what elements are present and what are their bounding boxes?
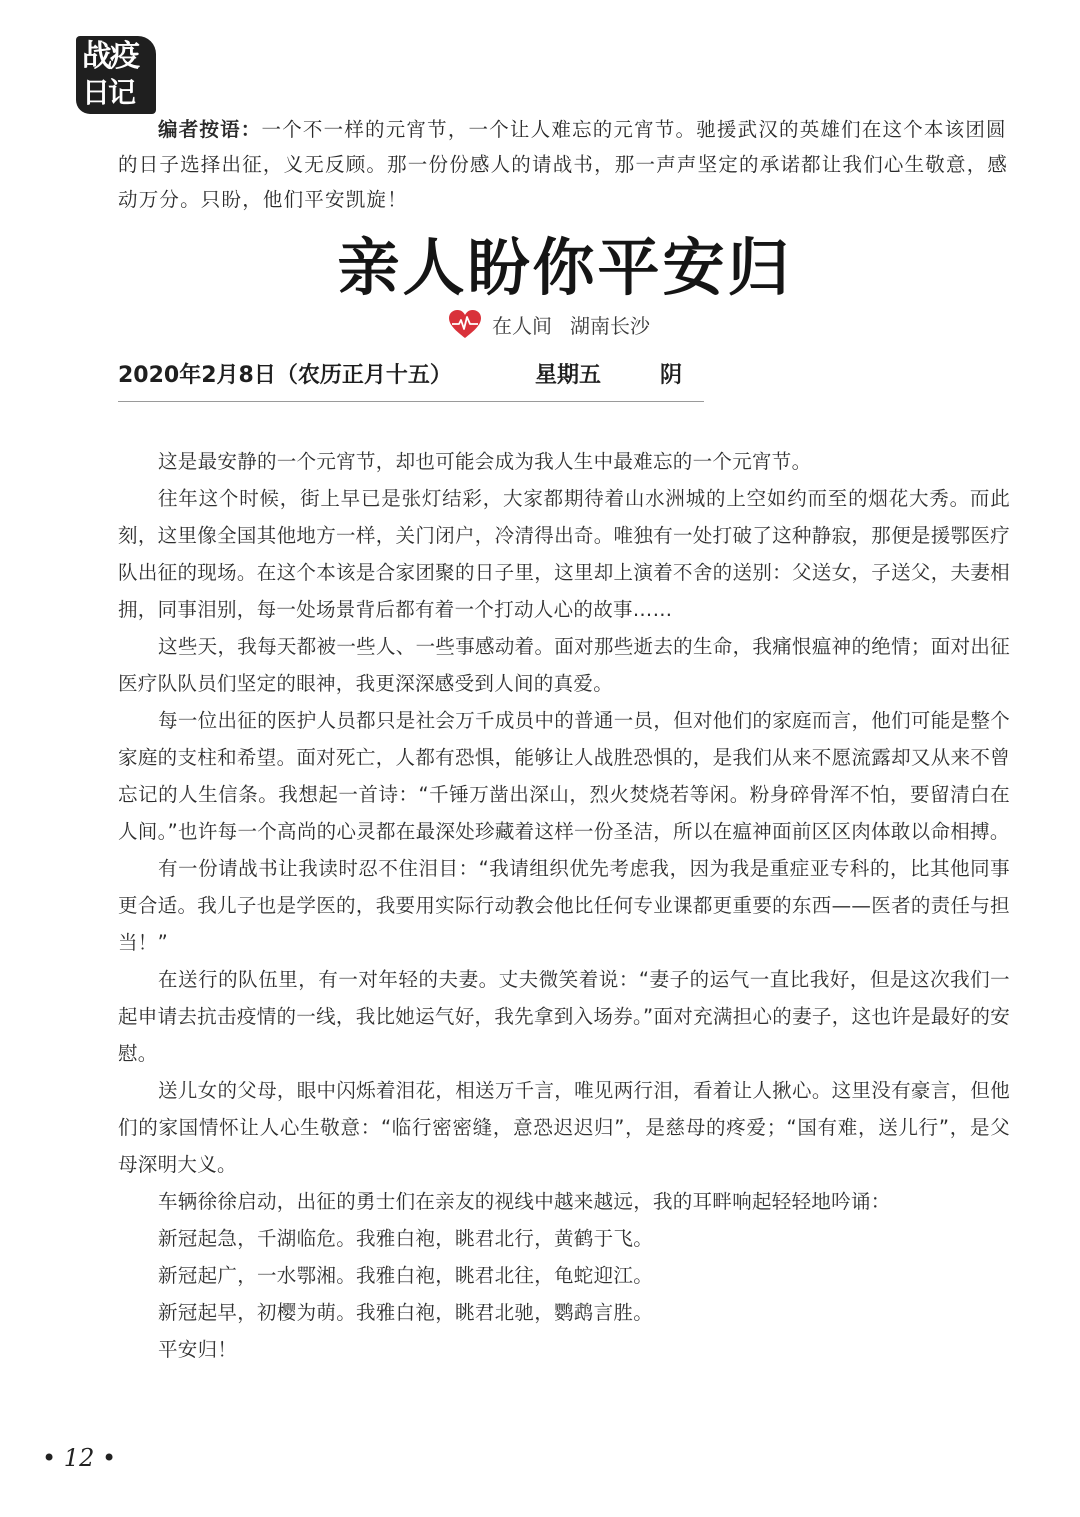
dateline-weekday: 星期五 — [535, 363, 602, 388]
poem-line: 新冠起早，初樱为萌。我雅白袍，眺君北驰，鹦鹉言胜。 — [158, 1301, 654, 1324]
article-body — [118, 443, 1010, 1368]
dateline-date: 2020年2月8日（农历正月十五） — [118, 363, 452, 388]
logo-bottom-text: 日记 — [82, 76, 135, 109]
column-logo — [76, 36, 156, 114]
poem-line: 新冠起广，一水鄂湘。我雅白袍，眺君北往，龟蛇迎江。 — [158, 1264, 654, 1287]
page-number: • 12 • — [42, 1444, 117, 1472]
article-title: 亲人盼你平安归 — [337, 231, 793, 304]
paragraph: 这是最安静的一个元宵节，却也可能会成为我人生中最难忘的一个元宵节。 — [158, 450, 812, 473]
heartbeat-heart-icon — [448, 309, 482, 339]
paragraph: 在送行的队伍里，有一对年轻的夫妻。丈夫微笑着说：“妻子的运气一直比我好，但是这次我们一起申请去抗击疫情的一线，我比她运气好，我先拿到入场券。”面对充满担心的妻子，这也许是最好的安慰。 — [118, 968, 1010, 1065]
dateline-divider — [118, 401, 704, 402]
editor-note-text: 一个不一样的元宵节，一个让人难忘的元宵节。驰援武汉的英雄们在这个本该团圆的日子选择出征，义无反顾。那一份份感人的请战书，那一声声坚定的承诺都让我们心生敬意，感动万分。只盼，他们平安凯旋！ — [118, 118, 1009, 211]
editor-note-lead: 编者按语： — [158, 118, 262, 141]
byline-author: 在人间 — [492, 313, 552, 338]
poem-line: 新冠起急，千湖临危。我雅白袍，眺君北行，黄鹤于飞。 — [158, 1227, 654, 1250]
dateline — [118, 358, 708, 398]
paragraph: 每一位出征的医护人员都只是社会万千成员中的普通一员，但对他们的家庭而言，他们可能是整个家庭的支柱和希望。面对死亡，人都有恐惧，能够让人战胜恐惧的，是我们从来不愿流露却又从来不曾忘记的人生信条。我想起一首诗：“千锤万凿出深山，烈火焚烧若等闲。粉身碎骨浑不怕，要留清白在人间。”也许每一个高尚的心灵都在最深处珍藏着这样一份圣洁，所以在瘟神面前区区肉体敢以命相搏。 — [118, 709, 1010, 843]
editor-note — [118, 112, 1010, 217]
byline — [448, 308, 650, 340]
dateline-weather: 阴 — [660, 363, 683, 388]
paragraph: 有一份请战书让我读时忍不住泪目：“我请组织优先考虑我，因为我是重症亚专科的，比其他同事更合适。我儿子也是学医的，我要用实际行动教会他比任何专业课都更重要的东西——医者的责任与担当！” — [118, 857, 1010, 954]
paragraph: 这些天，我每天都被一些人、一些事感动着。面对那些逝去的生命，我痛恨瘟神的绝情；面对出征医疗队队员们坚定的眼神，我更深深感受到人间的真爱。 — [118, 635, 1010, 695]
page-number-value: 12 — [63, 1444, 95, 1472]
closing-line: 平安归！ — [158, 1338, 238, 1361]
paragraph: 车辆徐徐启动，出征的勇士们在亲友的视线中越来越远，我的耳畔响起轻轻地吟诵： — [158, 1190, 891, 1213]
logo-top-text: 战疫 — [82, 39, 138, 74]
byline-location: 湖南长沙 — [570, 313, 650, 338]
paragraph: 往年这个时候，街上早已是张灯结彩，大家都期待着山水洲城的上空如约而至的烟花大秀。而此刻，这里像全国其他地方一样，关门闭户，冷清得出奇。唯独有一处打破了这种静寂，那便是援鄂医疗队出征的现场。在这个本该是合家团聚的日子里，这里却上演着不舍的送别：父送女，子送父，夫妻相拥，同事泪别，每一处场景背后都有着一个打动人心的故事…… — [118, 487, 1010, 621]
paragraph: 送儿女的父母，眼中闪烁着泪花，相送万千言，唯见两行泪，看着让人揪心。这里没有豪言，但他们的家国情怀让人心生敬意：“临行密密缝，意恐迟迟归”，是慈母的疼爱；“国有难，送儿行”，是父母深明大义。 — [118, 1079, 1010, 1176]
